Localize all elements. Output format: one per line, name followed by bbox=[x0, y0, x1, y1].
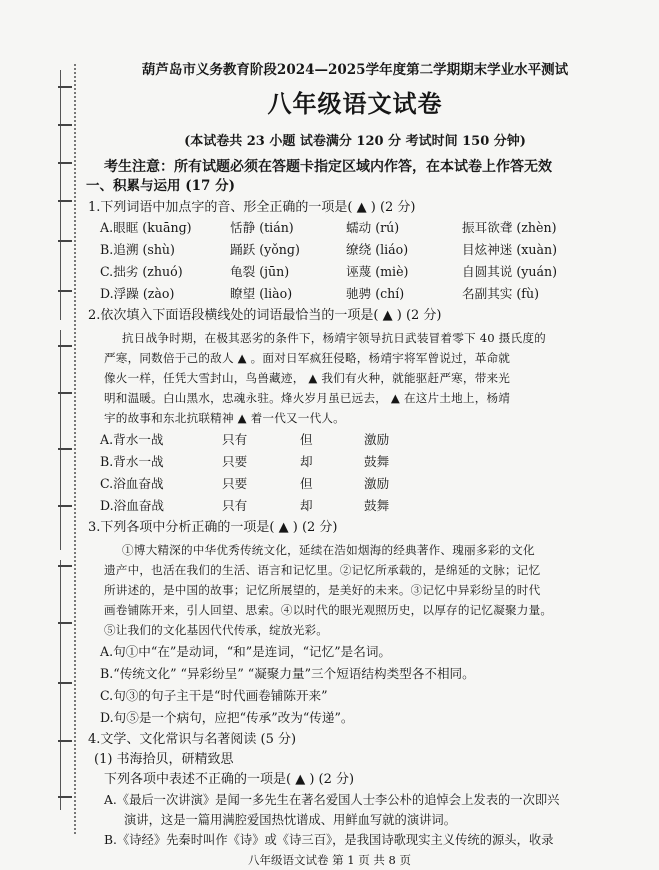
q2-option: 只有 bbox=[222, 498, 248, 513]
q4-option: A.《最后一次讲演》是闻一多先生在著名爱国人士李公朴的追悼会上发表的一次即兴 bbox=[104, 793, 560, 807]
passage-line: 画卷铺陈开来，引人回望、思索。④以时代的眼光观照历史，以厚存的记忆凝聚力量。 bbox=[104, 603, 553, 617]
question-3-stem: 3.下列各项中分析正确的一项是( ▲ ) (2 分) bbox=[88, 520, 338, 535]
exam-title: 葫芦岛市义务教育阶段2024—2025学年度第二学期期末学业水平测试 bbox=[141, 62, 569, 78]
q1-option: 龟裂 (jūn) bbox=[230, 264, 290, 279]
question-4-stem: 4.文学、文化常识与名著阅读 (5 分) bbox=[88, 732, 297, 747]
q1-option: 诬蔑 (miè) bbox=[346, 264, 409, 279]
q2-option: 但 bbox=[300, 432, 313, 447]
q1-option: 恬静 (tián) bbox=[230, 220, 294, 235]
passage-line: 明和温暖。白山黑水，忠魂永驻。烽火岁月虽已远去， ▲ 在这片土地上，杨靖 bbox=[104, 391, 511, 405]
q2-option: B.背水一战 bbox=[100, 454, 164, 469]
question-4-sub1-title: (1) 书海拾贝，研精致思 bbox=[94, 752, 234, 767]
q1-option: 驰骋 (chí) bbox=[346, 286, 405, 301]
q2-option: 但 bbox=[300, 476, 313, 491]
passage-line: 宇的故事和东北抗联精神 ▲ 着一代又一代人。 bbox=[104, 411, 345, 425]
passage-line: 抗日战争时期，在极其恶劣的条件下，杨靖宇领导抗日武装冒着零下 40 摄氏度的 bbox=[122, 331, 546, 345]
q1-option: 瞭望 (liào) bbox=[230, 286, 293, 301]
passage-line: 遗产中，也活在我们的生活、语言和记忆里。②记忆所承载的，是绵延的文脉；记忆 bbox=[104, 563, 541, 577]
q1-option: 振耳欲聋 (zhèn) bbox=[462, 220, 557, 235]
q2-option: 只要 bbox=[222, 476, 248, 491]
q1-option: 自圆其说 (yuán) bbox=[462, 264, 558, 279]
passage-line: 像火一样，任凭大雪封山，鸟兽藏迹， ▲ 我们有火种，就能驱赶严寒，带来光 bbox=[104, 371, 511, 385]
q1-option: D.浮躁 (zào) bbox=[100, 286, 175, 301]
passage-line: ①博大精深的中华优秀传统文化，延续在浩如烟海的经典著作、瑰丽多彩的文化 bbox=[122, 543, 535, 557]
q1-option: 缭绕 (liáo) bbox=[346, 242, 409, 257]
q2-option: 鼓舞 bbox=[364, 454, 390, 469]
q1-option: B.追溯 (shù) bbox=[100, 242, 175, 257]
notice: 考生注意：所有试题必须在答题卡指定区域内作答，在本试卷上作答无效 bbox=[104, 159, 552, 175]
q2-option: 只有 bbox=[222, 432, 248, 447]
q1-option: 蠕动 (rú) bbox=[346, 220, 400, 235]
q4-option: B.《诗经》先秦时叫作《诗》或《诗三百》，是我国诗歌现实主义传统的源头，收录 bbox=[104, 833, 554, 847]
q1-option: 目炫神迷 (xuàn) bbox=[462, 242, 558, 257]
section-title: 一、积累与运用 (17 分) bbox=[86, 178, 235, 194]
q2-option: 鼓舞 bbox=[364, 498, 390, 513]
q3-option: A.句①中“在”是动词，“和”是连词，“记忆”是名词。 bbox=[100, 644, 392, 659]
q3-option: C.句③的句子主干是“时代画卷铺陈开来” bbox=[100, 688, 328, 703]
q1-option: A.眼眶 (kuānɡ) bbox=[100, 220, 192, 235]
q3-option: D.句⑤是一个病句，应把“传承”改为“传递”。 bbox=[100, 710, 354, 725]
q2-option: 却 bbox=[300, 454, 313, 469]
paper-info: (本试卷共 23 小题 试卷满分 120 分 考试时间 150 分钟) bbox=[184, 134, 526, 149]
q1-option: C.拙劣 (zhuó) bbox=[100, 264, 183, 279]
passage-line: ⑤让我们的文化基因代代传承，绽放光彩。 bbox=[104, 623, 329, 637]
q2-option: 激励 bbox=[364, 476, 390, 491]
q2-option: A.背水一战 bbox=[100, 432, 164, 447]
q2-option: 只要 bbox=[222, 454, 248, 469]
q4-option: 演讲，这是一篇用满腔爱国热忱谱成、用鲜血写就的演讲词。 bbox=[124, 813, 457, 827]
q1-option: 踊跃 (yǒnɡ) bbox=[230, 242, 300, 257]
question-1-stem: 1.下列词语中加点字的音、形全正确的一项是( ▲ ) (2 分) bbox=[88, 200, 416, 215]
q2-option: 激励 bbox=[364, 432, 390, 447]
question-4-sub1-stem: 下列各项中表述不正确的一项是( ▲ ) (2 分) bbox=[104, 772, 355, 787]
q1-option: 名副其实 (fù) bbox=[462, 286, 539, 301]
q2-option: D.浴血奋战 bbox=[100, 498, 165, 513]
page-footer: 八年级语文试卷 第 1 页 共 8 页 bbox=[247, 853, 412, 867]
q2-option: C.浴血奋战 bbox=[100, 476, 164, 491]
passage-line: 所讲述的，是中国的故事；记忆所展望的，是美好的未来。③记忆中异彩纷呈的时代 bbox=[104, 583, 541, 597]
paper-title: 八年级语文试卷 bbox=[267, 89, 443, 118]
q3-option: B.“传统文化” “异彩纷呈” “凝聚力量”三个短语结构类型各不相同。 bbox=[100, 666, 475, 681]
question-2-stem: 2.依次填入下面语段横线处的词语最恰当的一项是( ▲ ) (2 分) bbox=[88, 308, 442, 323]
passage-line: 严寒，同数倍于己的敌人 ▲ 。面对日军疯狂侵略，杨靖宇将军曾说过，革命就 bbox=[104, 351, 511, 365]
q2-option: 却 bbox=[300, 498, 313, 513]
